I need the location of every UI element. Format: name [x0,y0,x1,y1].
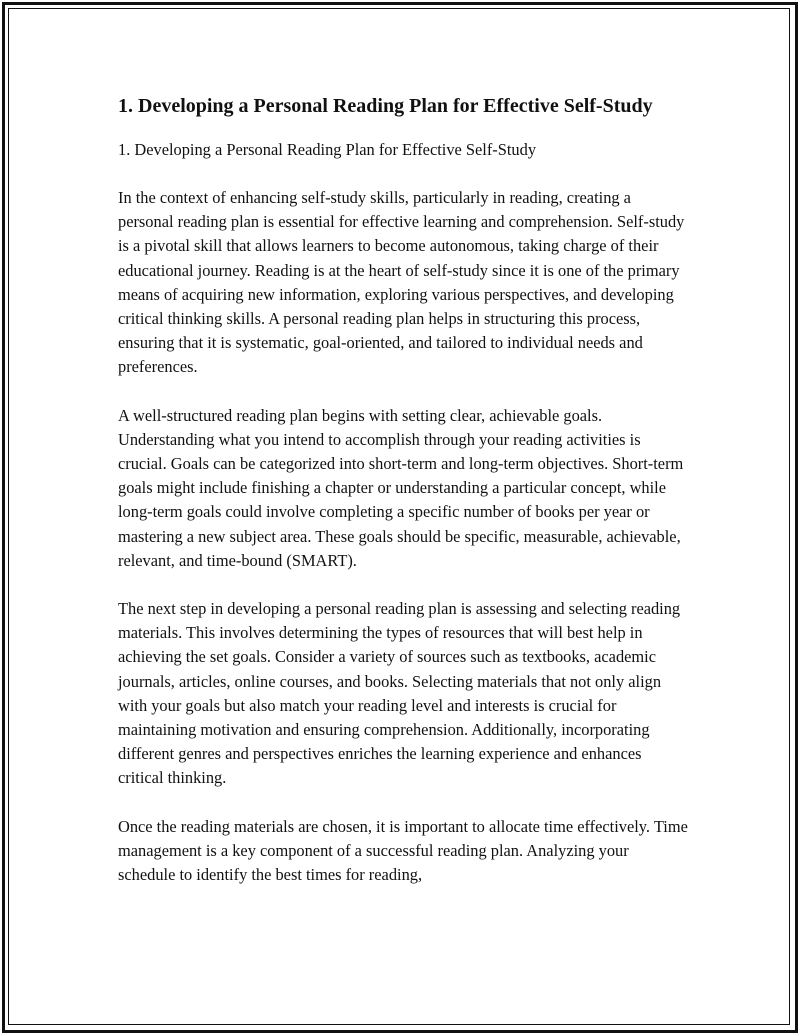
document-subheading: 1. Developing a Personal Reading Plan for Effective Self-Study [118,140,537,159]
document-heading: 1. Developing a Personal Reading Plan for Effective Self-Study [118,95,653,117]
paragraph-time: Once the reading materials are chosen, it is important to allocate time effectively. Time management is a key component of a successful reading plan. Analyzing your schedule to identify the best times for reading, [118,816,688,885]
paragraph-goals: A well-structured reading plan begins with setting clear, achievable goals. Understanding what you intend to accomplish through your reading activities is crucial. Goals can be categorized into short-term and long-term objectives. Short-term goals might include finishing a chapter or understanding a particular concept, while long-term goals could involve completing a specific number of books per year or mastering a new subject area. These goals should be specific, measurable, achievable, relevant, and time-bound (SMART). [118,405,684,570]
document-body [118,92,690,911]
paragraph-materials: The next step in developing a personal reading plan is assessing and selecting reading materials. This involves determining the types of resources that will best help in achieving the set goals. Consider a variety of sources such as textbooks, academic journals, articles, online courses, and books. Selecting materials that not only align with your goals but also match your reading level and interests is crucial for maintaining motivation and ensuring comprehension. Additionally, incorporating different genres and perspectives enriches the learning experience and enhances critical thinking. [118,599,681,788]
paragraph-intro: In the context of enhancing self-study skills, particularly in reading, creating a personal reading plan is essential for effective learning and comprehension. Self-study is a pivotal skill that allows learners to become autonomous, taking charge of their educational journey. Reading is at the heart of self-study since it is one of the primary means of acquiring new information, exploring various perspectives, and developing critical thinking skills. A personal reading plan helps in structuring this process, ensuring that it is systematic, goal-oriented, and tailored to individual needs and preferences. [118,188,685,377]
